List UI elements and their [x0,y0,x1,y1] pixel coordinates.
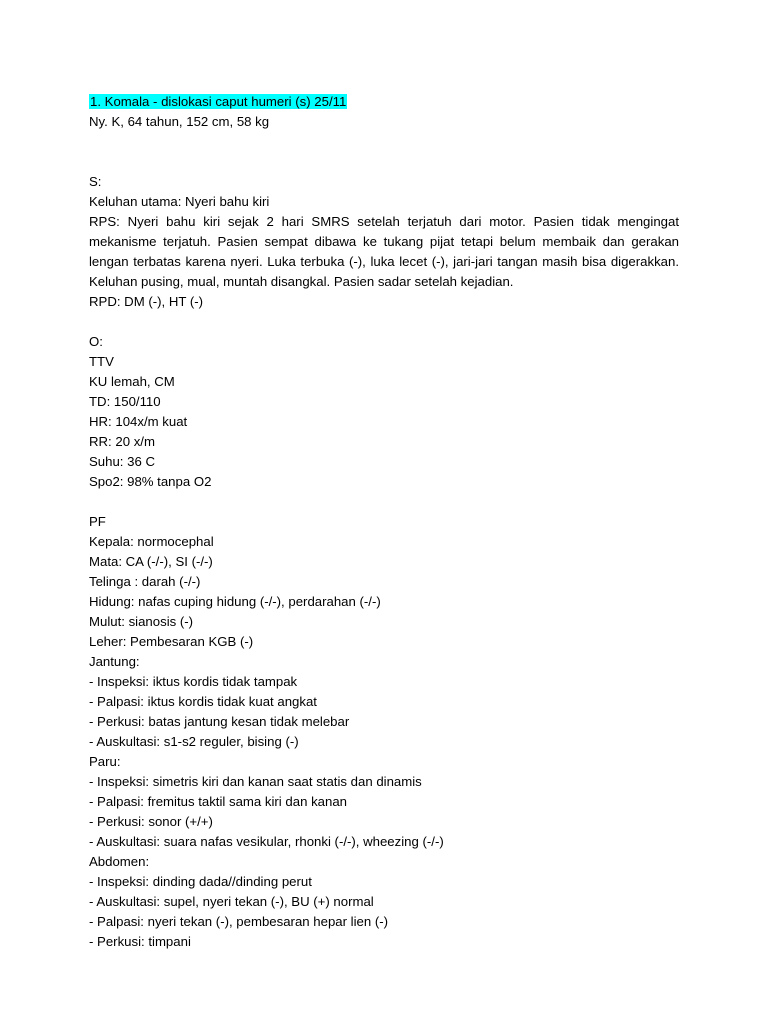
document-page [89,92,679,952]
rpd-line: RPD: DM (-), HT (-) [89,294,204,309]
ttv-heading: TTV [89,354,114,369]
case-title-line [89,92,679,112]
pf-line: Mata: CA (-/-), SI (-/-) [89,554,213,569]
spacer [89,492,679,512]
spacer [89,312,679,332]
pf-section-label: Jantung: [89,654,140,669]
objective-heading: O: [89,334,103,349]
chief-complaint: Keluhan utama: Nyeri bahu kiri [89,194,270,209]
pf-line: - Auskultasi: s1-s2 reguler, bising (-) [89,734,299,749]
pf-line: - Auskultasi: supel, nyeri tekan (-), BU (+) normal [89,894,374,909]
pf-line: Kepala: normocephal [89,534,214,549]
pf-line: - Perkusi: batas jantung kesan tidak melebar [89,714,350,729]
patient-info: Ny. K, 64 tahun, 152 cm, 58 kg [89,114,270,129]
vital-line: TD: 150/110 [89,394,161,409]
pf-line: Hidung: nafas cuping hidung (-/-), perdarahan (-/-) [89,594,381,609]
pf-line: - Inspeksi: dinding dada//dinding perut [89,874,312,889]
vital-line: RR: 20 x/m [89,434,155,449]
pf-line: - Palpasi: nyeri tekan (-), pembesaran hepar lien (-) [89,914,389,929]
pf-line: - Perkusi: timpani [89,934,191,949]
pf-section-label: Paru: [89,754,121,769]
pf-line: - Perkusi: sonor (+/+) [89,814,213,829]
rps-paragraph: RPS: Nyeri bahu kiri sejak 2 hari SMRS setelah terjatuh dari motor. Pasien tidak mengingat mekanisme terjatuh. Pasien sempat dibawa ke tukang pijat tetapi belum membaik dan gerakan lengan terbatas karena nyeri. Luka terbuka (-), luka lecet (-), jari-jari tangan masih bisa digerakkan. Keluhan pusing, mual, muntah disangkal. Pasien sadar setelah kejadian. [89,214,679,289]
pf-line: - Inspeksi: simetris kiri dan kanan saat statis dan dinamis [89,774,422,789]
pf-line: - Palpasi: fremitus taktil sama kiri dan kanan [89,794,347,809]
subjective-heading: S: [89,174,102,189]
pf-heading: PF [89,514,106,529]
pf-line: Telinga : darah (-/-) [89,574,201,589]
vital-line: Suhu: 36 C [89,454,155,469]
vital-line: HR: 104x/m kuat [89,414,188,429]
vital-line: Spo2: 98% tanpa O2 [89,474,212,489]
spacer [89,132,679,152]
pf-section-label: Abdomen: [89,854,150,869]
case-title: 1. Komala - dislokasi caput humeri (s) 25/11 [90,94,347,109]
pf-line: - Auskultasi: suara nafas vesikular, rhonki (-/-), wheezing (-/-) [89,834,444,849]
pf-line: - Palpasi: iktus kordis tidak kuat angkat [89,694,317,709]
pf-line: - Inspeksi: iktus kordis tidak tampak [89,674,298,689]
vital-line: KU lemah, CM [89,374,175,389]
pf-line: Leher: Pembesaran KGB (-) [89,634,254,649]
spacer [89,152,679,172]
pf-line: Mulut: sianosis (-) [89,614,194,629]
